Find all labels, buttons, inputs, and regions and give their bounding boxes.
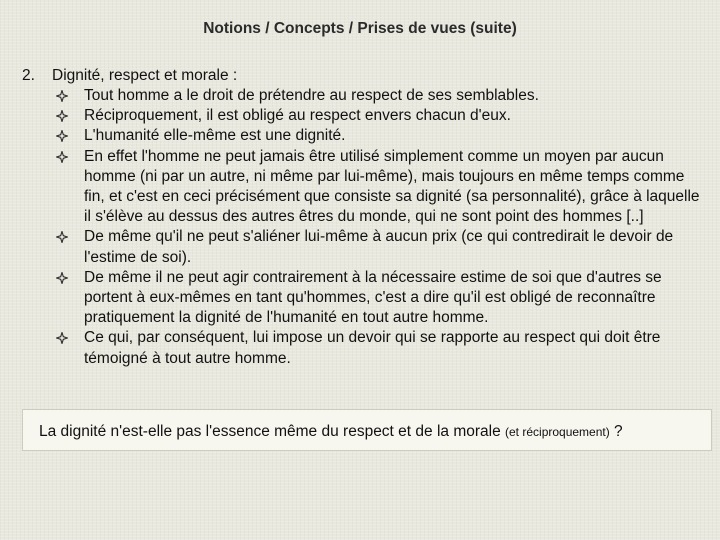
- question-mark: ?: [614, 423, 623, 440]
- section-heading-text: Dignité, respect et morale :: [52, 67, 238, 84]
- diamond-bullet-icon: [56, 231, 68, 243]
- section-heading: [22, 66, 712, 86]
- bullet-text: Ce qui, par conséquent, lui impose un devoir qui se rapporte au respect qui doit être témoigné à tout autre homme.: [84, 329, 661, 367]
- bullet-text: Tout homme a le droit de prétendre au respect de ses semblables.: [84, 87, 539, 104]
- bullet-text: L'humanité elle-même est une dignité.: [84, 127, 346, 145]
- list-item: [22, 328, 712, 368]
- bullet-text: En effet l'homme ne peut jamais être utilisé simplement comme un moyen par aucun homme (ni par un autre, ni même par lui-même), mais toujours en même temps comme fin, et c'est en ceci précisément que consiste sa dignité (sa personnalité), grâce à laquelle il s'élève au dessus des autres êtres du monde, qui ne sont point des hommes [..]: [84, 147, 700, 226]
- diamond-bullet-icon: [56, 110, 68, 122]
- bullet-text: De même il ne peut agir contrairement à la nécessaire estime de soi que d'autres se portent à eux-mêmes en tant qu'hommes, c'est a dire qu'il est obligé de reconnaître pratiquement la dignité de l'humanité en tout autre homme.: [84, 268, 662, 327]
- list-item: [22, 268, 712, 329]
- list-item: [22, 106, 712, 126]
- list-item: [22, 227, 712, 267]
- list-item: [22, 147, 712, 228]
- bullet-list: [22, 86, 712, 369]
- question-box: [22, 409, 712, 451]
- content-section: [22, 66, 712, 369]
- closing-question: [39, 423, 623, 441]
- question-main: La dignité n'est-elle pas l'essence même du respect et de la morale: [39, 423, 501, 440]
- section-number: 2.: [22, 67, 35, 84]
- diamond-bullet-icon: [56, 90, 68, 102]
- diamond-bullet-icon: [56, 130, 68, 142]
- diamond-bullet-icon: [56, 332, 68, 344]
- bullet-text: De même qu'il ne peut s'aliéner lui-même à aucun prix (ce qui contredirait le devoir de l'estime de soi).: [84, 228, 674, 266]
- question-aside: (et réciproquement): [505, 425, 610, 439]
- slide-title: Notions / Concepts / Prises de vues (suite): [203, 20, 517, 37]
- diamond-bullet-icon: [56, 272, 68, 284]
- diamond-bullet-icon: [56, 151, 68, 163]
- list-item: [22, 126, 712, 146]
- list-item: [22, 86, 712, 106]
- bullet-text: Réciproquement, il est obligé au respect envers chacun d'eux.: [84, 107, 511, 125]
